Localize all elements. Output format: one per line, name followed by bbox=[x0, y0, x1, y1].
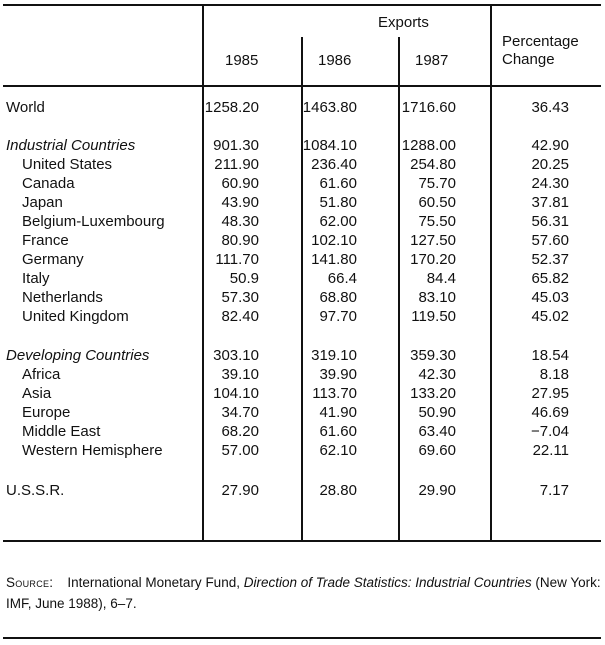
cell-1987: 75.70 bbox=[418, 175, 456, 192]
row-label: France bbox=[22, 232, 69, 249]
row-label: Western Hemisphere bbox=[22, 442, 163, 459]
cell-1987: 1716.60 bbox=[401, 99, 456, 116]
year-header-1985: 1985 bbox=[225, 52, 259, 69]
row-label: Europe bbox=[22, 404, 71, 421]
cell-1986: 97.70 bbox=[319, 308, 357, 325]
cell-1985: 27.90 bbox=[221, 482, 259, 499]
cell-1985: 111.70 bbox=[215, 251, 259, 268]
cell-1987: 60.50 bbox=[418, 194, 456, 211]
row-label: World bbox=[6, 99, 45, 116]
table-row bbox=[0, 404, 605, 423]
table-row bbox=[0, 251, 605, 270]
row-label: Germany bbox=[22, 251, 84, 268]
source-text-after: (New York: IMF, June 1988), 6–7. bbox=[6, 575, 601, 611]
table-row bbox=[0, 213, 605, 232]
cell-1985: 80.90 bbox=[221, 232, 259, 249]
table-row bbox=[0, 347, 605, 366]
row-label: Japan bbox=[22, 194, 63, 211]
cell-1986: 28.80 bbox=[319, 482, 357, 499]
cell-pct-change: 18.54 bbox=[531, 347, 569, 364]
cell-1987: 170.20 bbox=[410, 251, 456, 268]
cell-pct-change: 27.95 bbox=[531, 385, 569, 402]
cell-1985: 39.10 bbox=[221, 366, 259, 383]
cell-pct-change: 46.69 bbox=[531, 404, 569, 421]
table-row bbox=[0, 366, 605, 385]
cell-1987: 359.30 bbox=[410, 347, 456, 364]
cell-1987: 119.50 bbox=[411, 308, 456, 325]
cell-1986: 39.90 bbox=[319, 366, 357, 383]
cell-pct-change: 42.90 bbox=[531, 137, 569, 154]
table-row bbox=[0, 99, 605, 118]
row-label: Belgium-Luxembourg bbox=[22, 213, 165, 230]
table-row bbox=[0, 482, 605, 501]
row-label: Canada bbox=[22, 175, 75, 192]
cell-1986: 61.60 bbox=[319, 423, 357, 440]
cell-1985: 57.00 bbox=[221, 442, 259, 459]
source-note bbox=[6, 572, 602, 614]
row-label: Africa bbox=[22, 366, 61, 383]
table-row bbox=[0, 175, 605, 194]
year-header-1986: 1986 bbox=[318, 52, 352, 69]
cell-1987: 69.60 bbox=[418, 442, 456, 459]
cell-1987: 83.10 bbox=[418, 289, 456, 306]
pct-header-line1: Percentage bbox=[502, 33, 579, 50]
row-label: United States bbox=[22, 156, 113, 173]
cell-pct-change: 36.43 bbox=[531, 99, 569, 116]
cell-1985: 68.20 bbox=[221, 423, 259, 440]
cell-1986: 41.90 bbox=[319, 404, 357, 421]
cell-pct-change: 52.37 bbox=[531, 251, 569, 268]
pct-header-line2: Change bbox=[502, 51, 555, 68]
cell-1985: 57.30 bbox=[221, 289, 259, 306]
row-label: Italy bbox=[22, 270, 50, 287]
row-label: Asia bbox=[22, 385, 52, 402]
cell-1987: 254.80 bbox=[410, 156, 456, 173]
table-row bbox=[0, 442, 605, 461]
cell-pct-change: −7.04 bbox=[531, 423, 569, 440]
row-label: Industrial Countries bbox=[6, 137, 136, 154]
exports-header: Exports bbox=[378, 14, 429, 31]
row-label: United Kingdom bbox=[22, 308, 129, 325]
cell-1987: 1288.00 bbox=[401, 137, 456, 154]
cell-pct-change: 20.25 bbox=[531, 156, 569, 173]
cell-1986: 319.10 bbox=[311, 347, 357, 364]
cell-pct-change: 45.03 bbox=[531, 289, 569, 306]
cell-1986: 66.4 bbox=[327, 270, 357, 287]
cell-1986: 102.10 bbox=[311, 232, 357, 249]
cell-1987: 29.90 bbox=[418, 482, 456, 499]
cell-1986: 141.80 bbox=[311, 251, 357, 268]
cell-1986: 62.00 bbox=[319, 213, 357, 230]
cell-1987: 127.50 bbox=[410, 232, 456, 249]
cell-1986: 113.70 bbox=[312, 385, 357, 402]
cell-1985: 104.10 bbox=[213, 385, 259, 402]
cell-pct-change: 37.81 bbox=[531, 194, 569, 211]
cell-1985: 1258.20 bbox=[204, 99, 259, 116]
cell-pct-change: 7.17 bbox=[539, 482, 569, 499]
table-row bbox=[0, 270, 605, 289]
cell-1986: 61.60 bbox=[319, 175, 357, 192]
cell-pct-change: 22.11 bbox=[532, 442, 569, 459]
cell-1986: 62.10 bbox=[319, 442, 357, 459]
cell-1985: 60.90 bbox=[221, 175, 259, 192]
cell-pct-change: 57.60 bbox=[531, 232, 569, 249]
cell-1986: 1084.10 bbox=[302, 137, 357, 154]
row-label: Middle East bbox=[22, 423, 101, 440]
cell-1985: 211.90 bbox=[214, 156, 259, 173]
row-label: Developing Countries bbox=[6, 347, 150, 364]
cell-1985: 901.30 bbox=[213, 137, 259, 154]
cell-1985: 43.90 bbox=[221, 194, 259, 211]
cell-1985: 303.10 bbox=[213, 347, 259, 364]
cell-1985: 48.30 bbox=[221, 213, 259, 230]
cell-1987: 63.40 bbox=[418, 423, 456, 440]
cell-1987: 84.4 bbox=[426, 270, 456, 287]
cell-1986: 236.40 bbox=[311, 156, 357, 173]
table-row bbox=[0, 194, 605, 213]
cell-pct-change: 56.31 bbox=[531, 213, 569, 230]
cell-1987: 42.30 bbox=[418, 366, 456, 383]
row-label: U.S.S.R. bbox=[6, 482, 65, 499]
cell-pct-change: 24.30 bbox=[531, 175, 569, 192]
cell-1987: 50.90 bbox=[418, 404, 456, 421]
cell-1986: 1463.80 bbox=[302, 99, 357, 116]
source-text-before: International Monetary Fund, bbox=[67, 575, 244, 590]
top-rule bbox=[3, 4, 601, 6]
table-row bbox=[0, 385, 605, 404]
table-row bbox=[0, 156, 605, 175]
table-row bbox=[0, 289, 605, 308]
table-row bbox=[0, 137, 605, 156]
cell-pct-change: 65.82 bbox=[531, 270, 569, 287]
table-row bbox=[0, 423, 605, 442]
cell-1986: 68.80 bbox=[319, 289, 357, 306]
source-publication-title: Direction of Trade Statistics: Industrial Countries bbox=[243, 575, 532, 590]
year-header-1987: 1987 bbox=[415, 52, 449, 69]
percentage-change-header bbox=[502, 33, 579, 69]
cell-1986: 51.80 bbox=[319, 194, 357, 211]
row-label: Netherlands bbox=[22, 289, 103, 306]
cell-1985: 82.40 bbox=[221, 308, 259, 325]
page-bottom-rule bbox=[3, 637, 601, 639]
cell-1987: 75.50 bbox=[418, 213, 456, 230]
cell-pct-change: 45.02 bbox=[531, 308, 569, 325]
table-row bbox=[0, 232, 605, 251]
cell-1985: 50.9 bbox=[229, 270, 259, 287]
source-label: Source: bbox=[6, 575, 54, 590]
cell-1985: 34.70 bbox=[221, 404, 259, 421]
table-row bbox=[0, 308, 605, 327]
cell-pct-change: 8.18 bbox=[539, 366, 569, 383]
cell-1987: 133.20 bbox=[410, 385, 456, 402]
